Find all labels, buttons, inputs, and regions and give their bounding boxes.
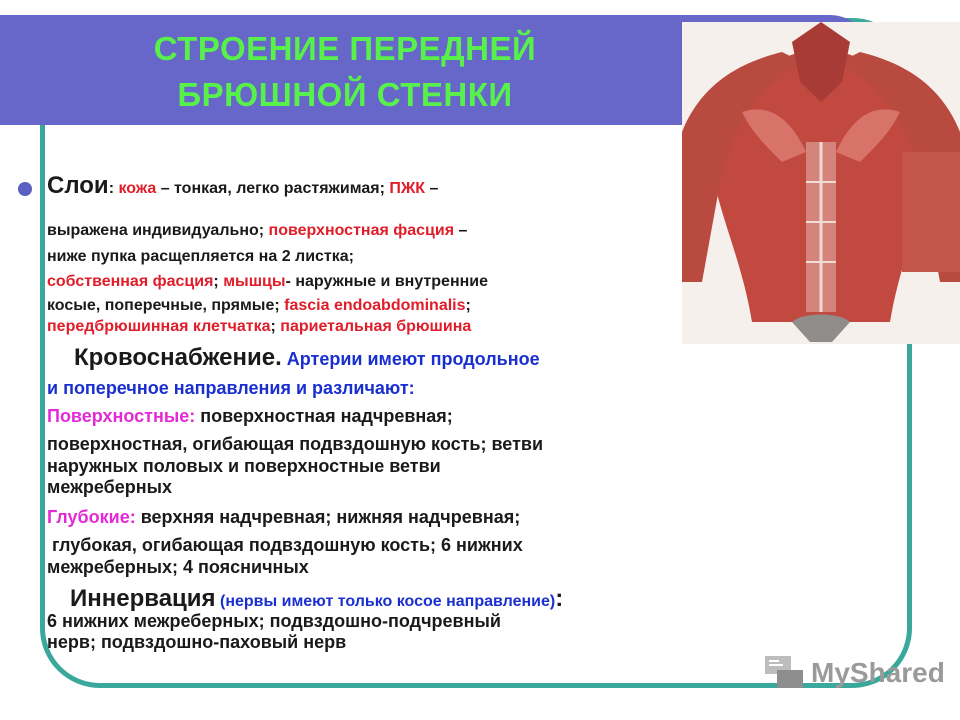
layer-fat: ПЖК (389, 180, 426, 197)
title-line-2: БРЮШНОЙ СТЕНКИ (177, 76, 513, 113)
innervation-heading: Иннервация (70, 585, 216, 612)
layers-line-6 (47, 318, 471, 336)
blood-deep-line-1 (47, 507, 520, 527)
layer-own-fascia: собственная фасция (47, 273, 214, 290)
layer-superficial-fascia: поверхностная фасция (268, 222, 455, 239)
layers-line-4 (47, 273, 488, 291)
innervation-note: (нервы имеют только косое направление) (215, 593, 556, 610)
layer-muscles-types: косые, поперечные, прямые; (47, 297, 285, 314)
blood-deep-label: Глубокие: (47, 507, 136, 527)
innervation-colon: : (555, 585, 564, 612)
layer-muscles-desc: - наружные и внутренние (285, 273, 488, 290)
blood-superficial-label: Поверхностные: (47, 406, 196, 426)
blood-superficial-1: поверхностная надчревная; (195, 406, 453, 426)
watermark (765, 655, 945, 691)
blood-heading: Кровоснабжение. (74, 344, 282, 371)
blood-intro-1: Артерии имеют продольное (281, 349, 540, 369)
layer-skin-desc: – тонкая, легко растяжимая; (156, 180, 390, 197)
blood-deep-2: глубокая, огибающая подвздошную кость; 6 нижних (52, 535, 523, 555)
layers-line-5 (47, 297, 471, 315)
layer-sep-2: ; (465, 297, 471, 314)
layers-line-2 (47, 222, 467, 240)
blood-sup-line-1 (47, 406, 453, 426)
blood-superficial-3: наружных половых и поверхностные ветви (47, 456, 441, 476)
layer-skin: кожа (118, 180, 157, 197)
layer-preperitoneal: передбрюшинная клетчатка (47, 318, 271, 335)
blood-superficial-4: межреберных (47, 477, 172, 497)
layer-fat-dash: – (425, 180, 439, 197)
innervation-line-1 (70, 585, 563, 613)
layer-sep-3: ; (270, 318, 281, 335)
layer-fascia-endo: fascia endoabdominalis (284, 297, 466, 314)
slide-title (0, 26, 690, 118)
blood-deep-3: межреберных; 4 поясничных (47, 557, 309, 577)
blood-line-1 (74, 344, 540, 372)
layer-fascia-dash: – (454, 222, 468, 239)
layers-heading: Слои (47, 172, 109, 199)
bullet-dot (18, 182, 32, 196)
innervation-line-3: нерв; подвздошно-паховый нерв (47, 632, 347, 652)
presentation-icon (765, 656, 805, 690)
layer-fat-desc: выражена индивидуально; (47, 222, 269, 239)
layer-muscles: мышцы (223, 273, 286, 290)
blood-superficial-2: поверхностная, огибающая подвздошную кость; ветви (47, 434, 544, 454)
innervation-line-2: 6 нижних межреберных; подвздошно-подчревный (47, 611, 501, 631)
blood-intro-2: и поперечное направления и различают: (47, 378, 415, 398)
anatomy-illustration (682, 22, 960, 344)
watermark-text: MyShared (811, 657, 945, 688)
layer-peritoneum: париетальная брюшина (280, 318, 472, 335)
layers-line-3: ниже пупка расщепляется на 2 листка; (47, 248, 354, 265)
title-line-1: СТРОЕНИЕ ПЕРЕДНЕЙ (153, 30, 537, 67)
layers-line-1 (47, 172, 438, 200)
layers-colon: : (108, 180, 115, 197)
torso-muscles-image (682, 22, 960, 344)
layer-sep: ; (213, 273, 224, 290)
blood-deep-1: верхняя надчревная; нижняя надчревная; (135, 507, 521, 527)
